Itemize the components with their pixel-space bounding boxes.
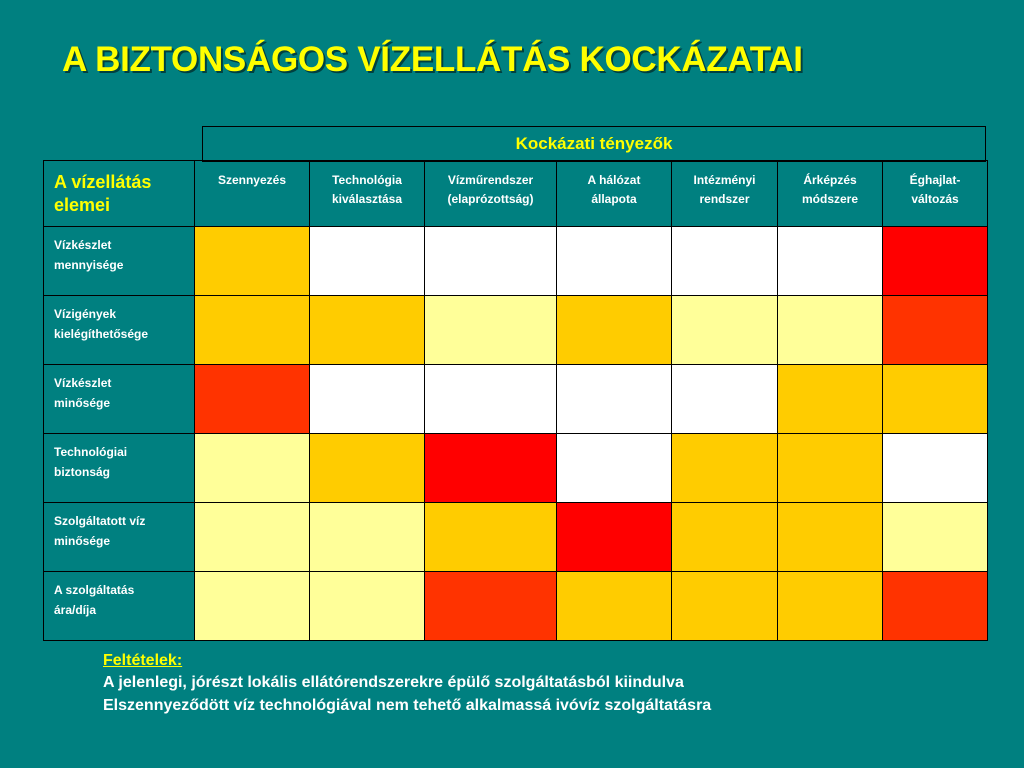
- row-label-line: A szolgáltatás: [54, 583, 135, 597]
- corner-line: elemei: [54, 194, 111, 215]
- risk-cell: [310, 434, 425, 503]
- risk-cell: [672, 296, 778, 365]
- notes-line: A jelenlegi, jórészt lokális ellátórendszerekre épülő szolgáltatásból kiindulva: [103, 674, 684, 692]
- row-label: [44, 296, 195, 365]
- risk-cell: [778, 365, 883, 434]
- risk-cell: [310, 296, 425, 365]
- risk-cell: [883, 572, 988, 641]
- risk-cell: [310, 572, 425, 641]
- risk-matrix: [43, 160, 988, 641]
- matrix-row: [44, 503, 988, 572]
- risk-cell: [557, 572, 672, 641]
- notes-line: Elszennyeződött víz technológiával nem tehető alkalmassá ivóvíz szolgáltatásra: [103, 696, 712, 714]
- risk-cell: [778, 503, 883, 572]
- corner-header: [44, 161, 195, 227]
- risk-cell: [425, 227, 557, 296]
- risk-cell: [672, 227, 778, 296]
- risk-cell: [672, 365, 778, 434]
- risk-cell: [557, 296, 672, 365]
- risk-cell: [557, 434, 672, 503]
- column-header-line: Árképzés: [803, 173, 857, 187]
- matrix-row: [44, 365, 988, 434]
- column-header-network: [557, 161, 672, 227]
- risk-cell: [195, 227, 310, 296]
- risk-cell: [310, 365, 425, 434]
- column-header-line: kiválasztása: [331, 192, 403, 207]
- column-header-technology: [310, 161, 425, 227]
- row-label: [44, 434, 195, 503]
- risk-cell: [778, 434, 883, 503]
- notes-label: Feltételek:: [103, 652, 183, 669]
- risk-cell: [883, 227, 988, 296]
- risk-cell: [195, 296, 310, 365]
- page-title: A BIZTONSÁGOS VÍZELLÁTÁS KOCKÁZATAI: [62, 40, 803, 79]
- column-header-line: állapota: [591, 192, 637, 207]
- risk-cell: [425, 572, 557, 641]
- matrix-body: [44, 227, 988, 641]
- column-header-line: rendszer: [699, 192, 750, 207]
- risk-cell: [883, 503, 988, 572]
- row-label-line: biztonság: [54, 465, 110, 480]
- row-label-line: Vízkészlet: [54, 376, 112, 390]
- risk-cell: [557, 227, 672, 296]
- row-label-line: kielégíthetősége: [54, 327, 149, 342]
- column-header-line: (elaprózottság): [447, 192, 534, 207]
- column-header-line: módszere: [801, 192, 859, 207]
- risk-cell: [557, 503, 672, 572]
- risk-cell: [195, 572, 310, 641]
- row-label-line: Vízkészlet: [54, 238, 112, 252]
- header-row: [44, 161, 988, 227]
- matrix-row: [44, 227, 988, 296]
- risk-cell: [425, 296, 557, 365]
- risk-cell: [778, 227, 883, 296]
- risk-cell: [672, 572, 778, 641]
- column-header-pricing: [778, 161, 883, 227]
- matrix-row: [44, 434, 988, 503]
- row-label: [44, 572, 195, 641]
- row-label: [44, 503, 195, 572]
- column-header-line: Szennyezés: [217, 173, 287, 187]
- risk-cell: [310, 503, 425, 572]
- column-header-institutional: [672, 161, 778, 227]
- risk-cell: [778, 572, 883, 641]
- row-label: [44, 227, 195, 296]
- row-label-line: Technológiai: [54, 445, 128, 459]
- row-label-line: mennyisége: [54, 258, 124, 273]
- notes: [103, 650, 711, 717]
- risk-cell: [672, 503, 778, 572]
- row-label: [44, 365, 195, 434]
- risk-cell: [557, 365, 672, 434]
- risk-factors-header: Kockázati tényezők: [202, 126, 986, 162]
- column-header-line: Technológia: [332, 173, 402, 187]
- risk-cell: [425, 434, 557, 503]
- risk-cell: [883, 434, 988, 503]
- risk-cell: [310, 227, 425, 296]
- risk-cell: [195, 503, 310, 572]
- matrix-row: [44, 572, 988, 641]
- risk-cell: [778, 296, 883, 365]
- column-header-line: Vízműrendszer: [447, 173, 534, 187]
- column-header-line: Intézményi: [693, 173, 756, 187]
- risk-cell: [425, 503, 557, 572]
- column-header-line: változás: [911, 192, 959, 207]
- corner-line: A vízellátás: [54, 172, 152, 192]
- column-header-pollution: [195, 161, 310, 227]
- risk-cell: [195, 365, 310, 434]
- risk-cell: [425, 365, 557, 434]
- row-label-line: minősége: [54, 534, 111, 549]
- risk-cell: [883, 365, 988, 434]
- row-label-line: ára/díja: [54, 603, 97, 618]
- risk-cell: [672, 434, 778, 503]
- row-label-line: Vízigények: [54, 307, 117, 321]
- column-header-climate: [883, 161, 988, 227]
- column-header-line: A hálózat: [587, 173, 641, 187]
- row-label-line: minősége: [54, 396, 111, 411]
- column-header-line: Éghajlat-: [909, 173, 961, 187]
- matrix-row: [44, 296, 988, 365]
- risk-cell: [195, 434, 310, 503]
- row-label-line: Szolgáltatott víz: [54, 514, 146, 528]
- column-header-waterworks: [425, 161, 557, 227]
- risk-cell: [883, 296, 988, 365]
